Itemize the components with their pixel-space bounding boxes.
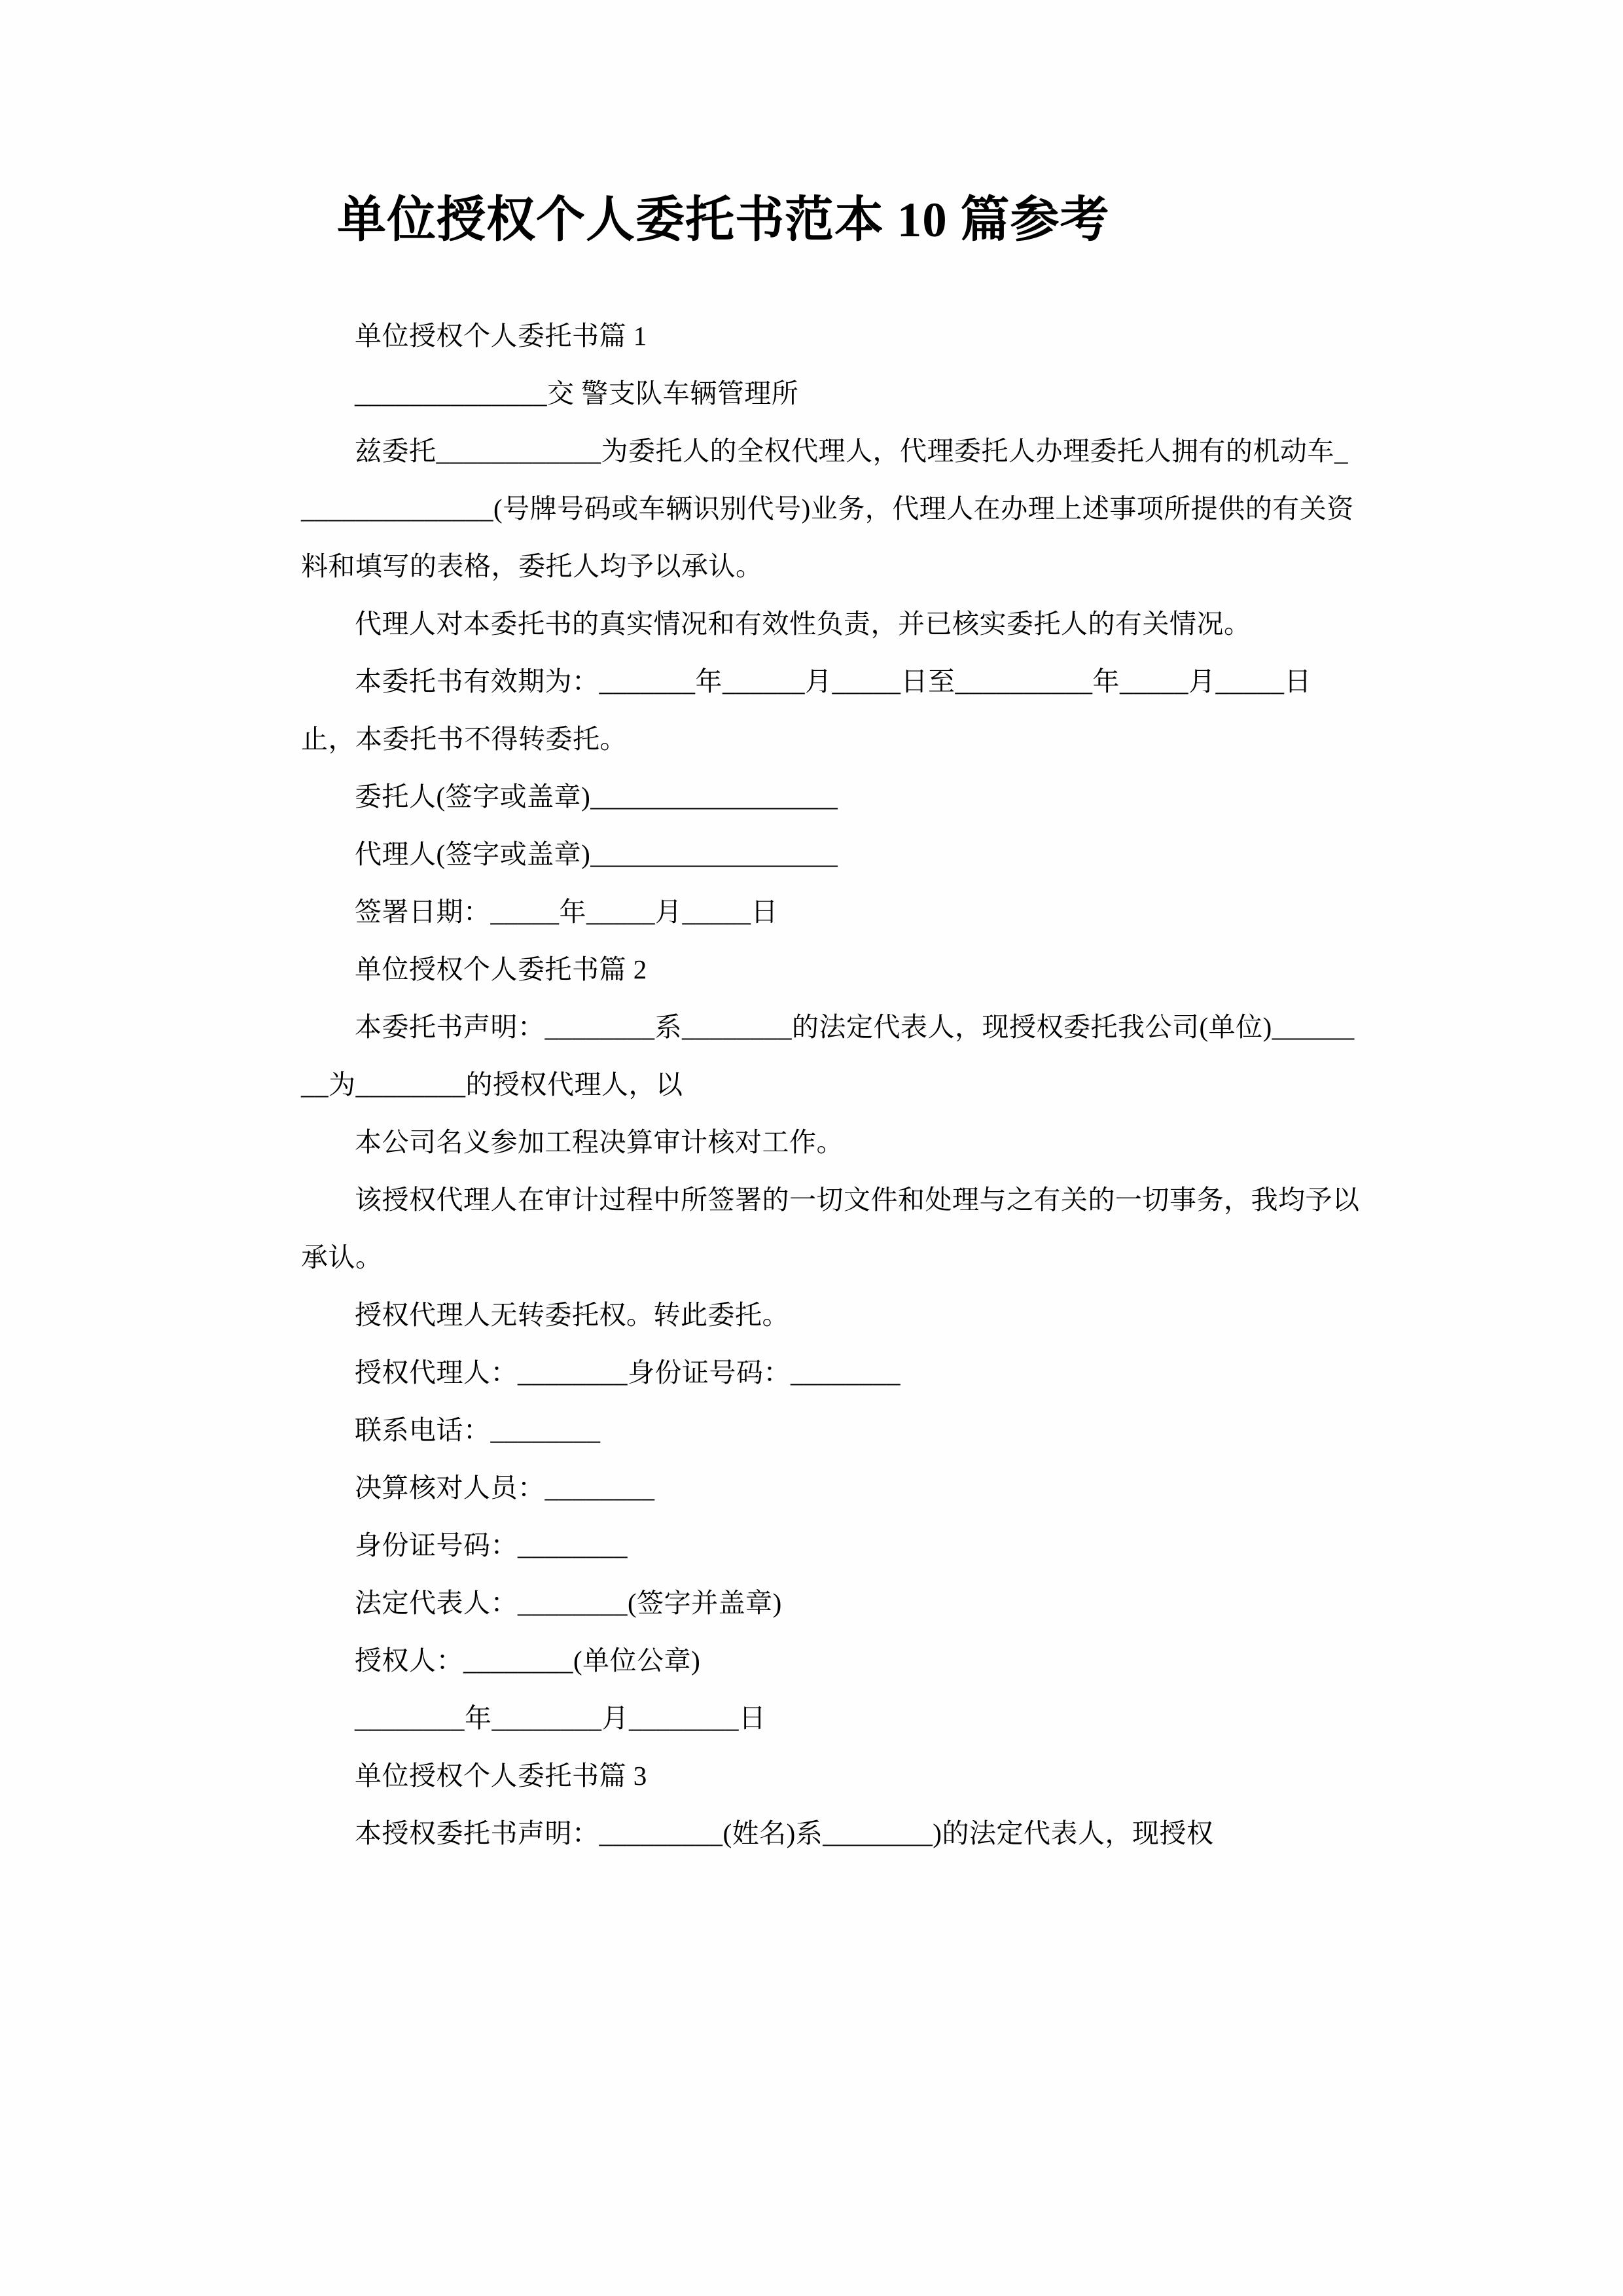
page-content xyxy=(301,0,1361,1862)
paragraph-s2-l10: 授权人：________(单位公章) xyxy=(355,1645,701,1676)
paragraph-s1-l6: 代理人(签字或盖章)__________________ xyxy=(355,838,838,869)
paragraph-s1-l4: 本委托书有效期为：_______年______月_____日至__________年_____月_____日止，本委托书不得转委托。 xyxy=(301,666,1311,754)
section-heading-3: 单位授权个人委托书篇 3 xyxy=(355,1760,647,1791)
paragraph-s3-l1: 本授权委托书声明：_________(姓名)系________)的法定代表人，现授权 xyxy=(355,1818,1214,1848)
page-title: 单位授权个人委托书范本 10 篇参考 xyxy=(337,193,1110,247)
paragraph-s1-l1: ______________交 警支队车辆管理所 xyxy=(355,378,799,408)
paragraph-s2-l1: 本委托书声明：________系________的法定代表人，现授权委托我公司(单位)________为________的授权代理人，以 xyxy=(301,1011,1355,1100)
paragraph-s1-l2: 兹委托____________为委托人的全权代理人，代理委托人办理委托人拥有的机动车_______________(号牌号码或车辆识别代号)业务，代理人在办理上述事项所提供的有关资料和填写的表格，委托人均予以承认。 xyxy=(301,435,1354,581)
paragraph-s1-l5: 委托人(签字或盖章)__________________ xyxy=(355,781,838,812)
paragraph-s2-l6: 联系电话：________ xyxy=(355,1414,601,1445)
paragraph-s2-l3: 该授权代理人在审计过程中所签署的一切文件和处理与之有关的一切事务，我均予以承认。 xyxy=(301,1184,1360,1272)
section-heading-1: 单位授权个人委托书篇 1 xyxy=(355,320,647,351)
paragraph-s2-l9: 法定代表人：________(签字并盖章) xyxy=(355,1587,782,1618)
paragraph-s2-l8: 身份证号码：________ xyxy=(355,1530,628,1560)
paragraph-s2-l4: 授权代理人无转委托权。转此委托。 xyxy=(355,1299,789,1330)
paragraph-s1-l3: 代理人对本委托书的真实情况和有效性负责，并已核实委托人的有关情况。 xyxy=(355,608,1251,639)
paragraph-s2-l11: ________年________月________日 xyxy=(355,1702,766,1733)
paragraph-s1-l7: 签署日期：_____年_____月_____日 xyxy=(355,896,778,927)
paragraph-s2-l5: 授权代理人：________身份证号码：________ xyxy=(355,1357,901,1388)
section-heading-2: 单位授权个人委托书篇 2 xyxy=(355,954,647,984)
paragraph-s2-l2: 本公司名义参加工程决算审计核对工作。 xyxy=(355,1126,844,1157)
paragraph-s2-l7: 决算核对人员：________ xyxy=(355,1472,655,1503)
document-body xyxy=(301,307,1361,1862)
